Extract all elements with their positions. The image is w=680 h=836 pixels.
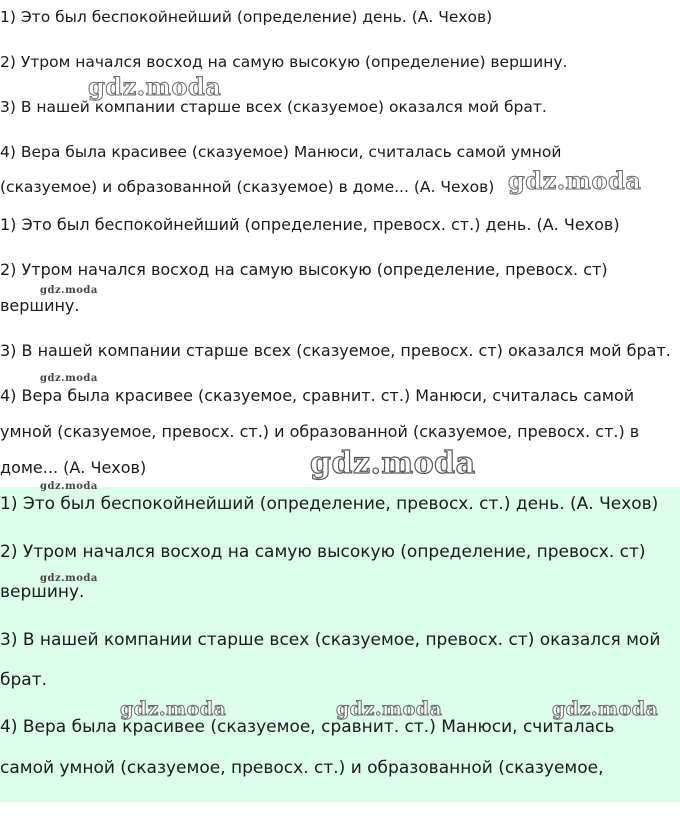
sentence-line: 2) Утром начался восход на самую высокую (определение, превосх. ст) <box>0 260 608 279</box>
watermark-logo: gdz.moda <box>40 285 98 296</box>
watermark-logo: gdz.moda <box>40 481 98 492</box>
sentence-line: вершину. <box>0 582 85 602</box>
watermark-logo: gdz.moda <box>336 698 443 720</box>
watermark-logo: gdz.moda <box>552 698 659 720</box>
watermark-logo: gdz.moda <box>40 573 98 584</box>
sentence-line: вершину. <box>0 296 80 315</box>
sentence-line: умной (сказуемое, превосх. ст.) и образованной (сказуемое, превосх. ст.) в <box>0 422 640 441</box>
watermark-logo: gdz.moda <box>508 166 642 195</box>
sentence-line: 3) В нашей компании старше всех (сказуемое, превосх. ст) оказался мой брат. <box>0 341 671 360</box>
watermark-logo: gdz.moda <box>40 373 98 384</box>
sentence-line: 4) Вера была красивее (сказуемое, сравнит. ст.) Манюси, считалась <box>0 717 615 737</box>
sentence-line: 3) В нашей компании старше всех (сказуемое) оказался мой брат. <box>0 98 547 116</box>
sentence-line: самой умной (сказуемое, превосх. ст.) и образованной (сказуемое, <box>0 758 604 778</box>
watermark-logo: gdz.moda <box>88 72 222 101</box>
sentence-line: 2) Утром начался восход на самую высокую (определение, превосх. ст) <box>0 542 646 562</box>
sentence-line: 1) Это был беспокойнейший (определение, превосх. ст.) день. (А. Чехов) <box>0 494 659 514</box>
sentence-line: 4) Вера была красивее (сказуемое, сравнит. ст.) Манюси, считалась самой <box>0 386 635 405</box>
sentence-line: 4) Вера была красивее (сказуемое) Манюси, считалась самой умной <box>0 143 562 161</box>
sentence-line: 1) Это был беспокойнейший (определение) день. (А. Чехов) <box>0 8 493 26</box>
sentence-line: 2) Утром начался восход на самую высокую (определение) вершину. <box>0 53 568 71</box>
sentence-line: брат. <box>0 670 47 690</box>
sentence-line: доме... (А. Чехов) <box>0 458 147 477</box>
sentence-line: 1) Это был беспокойнейший (определение, превосх. ст.) день. (А. Чехов) <box>0 215 620 234</box>
watermark-logo: gdz.moda <box>120 698 227 720</box>
watermark-logo: gdz.moda <box>310 446 476 481</box>
sentence-line: 3) В нашей компании старше всех (сказуемое, превосх. ст) оказался мой <box>0 630 661 650</box>
sentence-line: (сказуемое) и образованной (сказуемое) в доме... (А. Чехов) <box>0 178 495 196</box>
